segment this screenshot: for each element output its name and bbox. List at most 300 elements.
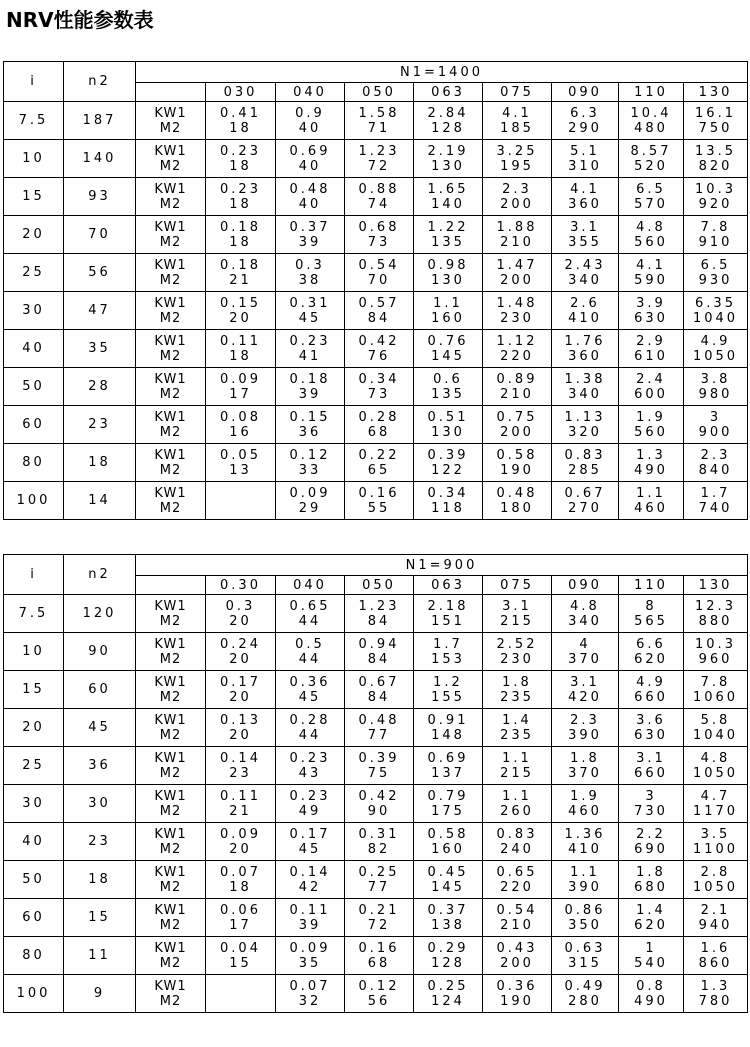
m2-label: M2 (159, 500, 182, 516)
kw1-value: 3.5 (700, 826, 731, 842)
m2-value: 680 (634, 879, 668, 895)
value-cell (483, 368, 552, 406)
m2-value: 480 (634, 120, 668, 136)
m2-value: 145 (431, 879, 465, 895)
value-cell (552, 937, 619, 975)
value-cell (345, 899, 414, 937)
table-row (4, 785, 748, 823)
kw1-label: KW1 (154, 940, 187, 956)
table-row (4, 368, 748, 406)
m2-value: 45 (298, 841, 322, 857)
kw1-value: 0.48 (358, 712, 400, 728)
kw1-label: KW1 (154, 788, 187, 804)
value-cell (552, 899, 619, 937)
kw1-value: 3.6 (636, 712, 666, 728)
kw1-value: 1.3 (700, 978, 731, 994)
m2-value: 68 (367, 424, 391, 440)
value-cell (414, 444, 483, 482)
value-cell (552, 747, 619, 785)
value-cell (206, 216, 276, 254)
row-label-cell (136, 709, 206, 747)
kw1-label: KW1 (154, 864, 187, 880)
kw1-value: 0.05 (220, 447, 261, 463)
size-header-cell: 050 (345, 83, 414, 102)
kw1-value: 0.94 (358, 636, 400, 652)
kw1-value: 3.9 (636, 295, 666, 311)
m2-value: 15 (229, 955, 252, 971)
m2-value: 84 (367, 651, 391, 667)
value-cell (552, 330, 619, 368)
value-cell (276, 861, 345, 899)
kw1-value: 1.1 (433, 295, 463, 311)
m2-value: 340 (568, 613, 602, 629)
m2-value: 540 (634, 955, 668, 971)
m2-value: 39 (298, 386, 322, 402)
value-cell (619, 633, 684, 671)
value-cell (619, 140, 684, 178)
m2-label: M2 (159, 651, 182, 667)
value-cell (483, 102, 552, 140)
output-speed-cell: 28 (64, 368, 136, 406)
value-cell (414, 482, 483, 520)
kw1-value: 1.13 (564, 409, 606, 425)
m2-value: 1050 (692, 348, 739, 364)
kw1-value: 1.4 (636, 902, 666, 918)
kw1-label: KW1 (154, 674, 187, 690)
value-cell (619, 823, 684, 861)
value-cell (345, 406, 414, 444)
output-speed-cell: 23 (64, 823, 136, 861)
kw1-value: 16.1 (695, 105, 736, 121)
kw1-value: 0.15 (289, 409, 331, 425)
m2-value: 153 (431, 651, 465, 667)
size-header-cell: 050 (345, 576, 414, 595)
m2-value: 135 (431, 386, 465, 402)
value-cell (345, 747, 414, 785)
m2-value: 41 (298, 348, 322, 364)
m2-value: 220 (500, 348, 534, 364)
table-row (4, 709, 748, 747)
kw1-value: 1.7 (433, 636, 463, 652)
value-cell (552, 406, 619, 444)
m2-value: 600 (634, 386, 668, 402)
m2-value: 72 (367, 158, 391, 174)
m2-value: 410 (568, 310, 602, 326)
output-speed-cell: 15 (64, 899, 136, 937)
kw1-value: 4.1 (502, 105, 532, 121)
value-cell (483, 330, 552, 368)
kw1-value: 7.8 (700, 219, 731, 235)
kw1-value: 0.18 (289, 371, 331, 387)
value-cell (345, 330, 414, 368)
m2-value: 20 (229, 689, 252, 705)
m2-value: 20 (229, 841, 252, 857)
kw1-value: 2.84 (427, 105, 469, 121)
value-cell (483, 937, 552, 975)
ratio-cell: 30 (4, 292, 64, 330)
kw1-value: 3 (709, 409, 722, 425)
m2-value: 1050 (692, 765, 739, 781)
m2-value: 56 (367, 993, 391, 1009)
value-cell (483, 216, 552, 254)
m2-value: 1170 (692, 803, 739, 819)
m2-value: 137 (431, 765, 465, 781)
value-cell (552, 102, 619, 140)
ratio-cell: 100 (4, 482, 64, 520)
kw1-value: 1.47 (496, 257, 538, 273)
m2-value: 920 (698, 196, 733, 212)
row-label-cell (136, 292, 206, 330)
kw1-label: KW1 (154, 257, 187, 273)
kw1-value: 0.83 (496, 826, 538, 842)
kw1-value: 0.14 (289, 864, 331, 880)
kw1-value: 0.23 (220, 143, 261, 159)
ratio-cell: 10 (4, 633, 64, 671)
value-cell (414, 595, 483, 633)
m2-value: 155 (431, 689, 465, 705)
m2-label: M2 (159, 462, 182, 478)
value-cell (276, 254, 345, 292)
m2-value: 930 (698, 272, 733, 288)
kw1-value: 0.63 (564, 940, 606, 956)
kw1-value: 0.12 (289, 447, 331, 463)
m2-value: 130 (431, 272, 465, 288)
value-cell (619, 102, 684, 140)
m2-value: 210 (500, 234, 534, 250)
m2-value: 910 (698, 234, 733, 250)
kw1-label: KW1 (154, 295, 187, 311)
value-cell (552, 671, 619, 709)
m2-value: 820 (698, 158, 733, 174)
kw1-value: 0.18 (220, 257, 261, 273)
value-cell (684, 861, 748, 899)
value-cell (414, 102, 483, 140)
m2-value: 36 (298, 424, 322, 440)
value-cell (206, 330, 276, 368)
kw1-value: 0.09 (289, 485, 331, 501)
m2-value: 130 (431, 158, 465, 174)
m2-value: 360 (568, 196, 602, 212)
value-cell (206, 254, 276, 292)
value-cell (619, 899, 684, 937)
m2-value: 40 (298, 196, 322, 212)
row-label-cell (136, 747, 206, 785)
kw1-value: 0.25 (358, 864, 400, 880)
kw1-value: 0.49 (564, 978, 606, 994)
m2-value: 73 (367, 234, 391, 250)
kw1-value: 0.14 (220, 750, 261, 766)
m2-value: 77 (367, 727, 391, 743)
m2-value: 460 (568, 803, 602, 819)
kw1-value: 0.17 (289, 826, 331, 842)
size-header-cell: 130 (684, 83, 748, 102)
m2-value: 370 (568, 651, 602, 667)
kw1-value: 0.75 (496, 409, 538, 425)
ratio-cell: 50 (4, 861, 64, 899)
kw1-value: 0.8 (636, 978, 666, 994)
value-cell (483, 633, 552, 671)
kw1-value: 1.3 (636, 447, 666, 463)
ratio-cell: 50 (4, 368, 64, 406)
value-cell (206, 140, 276, 178)
value-cell (206, 747, 276, 785)
kw1-value: 1 (645, 940, 657, 956)
value-cell (552, 368, 619, 406)
ratio-cell: 80 (4, 937, 64, 975)
value-cell (552, 444, 619, 482)
kw1-value: 0.23 (289, 788, 331, 804)
value-cell (619, 975, 684, 1013)
m2-value: 340 (568, 386, 602, 402)
value-cell (414, 368, 483, 406)
size-header-cell: 063 (414, 576, 483, 595)
m2-value: 730 (634, 803, 668, 819)
m2-value: 215 (500, 765, 534, 781)
value-cell (414, 671, 483, 709)
m2-value: 260 (500, 803, 534, 819)
m2-value: 45 (298, 310, 322, 326)
table-row (4, 102, 748, 140)
kw1-value: 0.76 (427, 333, 469, 349)
kw1-value: 0.11 (220, 333, 261, 349)
m2-value: 39 (298, 234, 322, 250)
value-cell (345, 861, 414, 899)
page-title: NRV性能参数表 (6, 8, 154, 32)
m2-value: 84 (367, 689, 391, 705)
output-speed-cell: 18 (64, 444, 136, 482)
size-header-cell: 110 (619, 83, 684, 102)
m2-value: 84 (367, 310, 391, 326)
kw1-label: KW1 (154, 750, 187, 766)
m2-value: 118 (431, 500, 465, 516)
kw1-label: KW1 (154, 181, 187, 197)
value-cell (345, 709, 414, 747)
kw1-value: 0.34 (427, 485, 469, 501)
m2-value: 740 (698, 500, 733, 516)
value-cell (483, 747, 552, 785)
value-cell (552, 709, 619, 747)
kw1-value: 2.4 (636, 371, 666, 387)
ratio-cell: 30 (4, 785, 64, 823)
kw1-value: 0.18 (220, 219, 261, 235)
table-row (4, 406, 748, 444)
kw1-label: KW1 (154, 636, 187, 652)
table-row (4, 861, 748, 899)
m2-value: 860 (698, 955, 733, 971)
kw1-label: KW1 (154, 333, 187, 349)
m2-value: 200 (500, 272, 534, 288)
kw1-value: 0.28 (358, 409, 400, 425)
m2-label: M2 (159, 689, 182, 705)
m2-value: 39 (298, 917, 322, 933)
value-cell (276, 899, 345, 937)
value-cell (483, 709, 552, 747)
m2-value: 90 (367, 803, 391, 819)
m2-value: 355 (568, 234, 602, 250)
kw1-value: 0.51 (427, 409, 469, 425)
m2-value: 18 (229, 196, 252, 212)
value-cell (414, 292, 483, 330)
ratio-cell: 15 (4, 671, 64, 709)
m2-value: 76 (367, 348, 391, 364)
kw1-value: 7.8 (700, 674, 731, 690)
kw1-value: 2.19 (427, 143, 469, 159)
m2-value: 21 (229, 803, 252, 819)
table-row (4, 747, 748, 785)
m2-label: M2 (159, 348, 182, 364)
value-cell (483, 254, 552, 292)
m2-value: 124 (431, 993, 465, 1009)
value-cell (414, 330, 483, 368)
value-cell (684, 823, 748, 861)
header-i: i (4, 555, 64, 595)
table-row (4, 140, 748, 178)
kw1-value: 0.3 (295, 257, 325, 273)
m2-value: 42 (298, 879, 322, 895)
value-cell (276, 975, 345, 1013)
kw1-value: 2.3 (700, 447, 731, 463)
value-cell (552, 292, 619, 330)
m2-value: 33 (298, 462, 322, 478)
m2-value: 690 (634, 841, 668, 857)
row-label-cell (136, 823, 206, 861)
m2-value: 128 (431, 120, 465, 136)
m2-value: 1040 (692, 727, 739, 743)
kw1-value: 0.09 (289, 940, 331, 956)
output-speed-cell: 23 (64, 406, 136, 444)
value-cell (345, 785, 414, 823)
value-cell (552, 178, 619, 216)
kw1-value: 6.35 (695, 295, 736, 311)
m2-value: 390 (568, 879, 602, 895)
value-cell (206, 861, 276, 899)
m2-value: 175 (431, 803, 465, 819)
size-header-cell: 0.30 (206, 576, 276, 595)
value-cell (619, 709, 684, 747)
output-speed-cell: 14 (64, 482, 136, 520)
m2-value: 20 (229, 613, 252, 629)
kw1-value: 0.37 (427, 902, 469, 918)
table-row (4, 330, 748, 368)
m2-value: 68 (367, 955, 391, 971)
ratio-cell: 60 (4, 406, 64, 444)
value-cell (414, 899, 483, 937)
kw1-value: 1.48 (496, 295, 538, 311)
m2-value: 340 (568, 272, 602, 288)
kw1-label: KW1 (154, 409, 187, 425)
value-cell (414, 823, 483, 861)
kw1-value: 0.45 (427, 864, 469, 880)
m2-value: 40 (298, 158, 322, 174)
table-row (4, 595, 748, 633)
kw1-value: 4.8 (700, 750, 731, 766)
kw1-value: 0.07 (220, 864, 261, 880)
kw1-value: 0.11 (289, 902, 331, 918)
value-cell (684, 216, 748, 254)
m2-value: 630 (634, 310, 668, 326)
value-cell (276, 330, 345, 368)
row-label-cell (136, 482, 206, 520)
kw1-value: 0.39 (358, 750, 400, 766)
value-cell (619, 671, 684, 709)
row-label-cell (136, 330, 206, 368)
value-cell (619, 216, 684, 254)
size-header-blank (136, 83, 206, 102)
value-cell (345, 482, 414, 520)
row-label-cell (136, 216, 206, 254)
kw1-value: 0.24 (220, 636, 261, 652)
m2-value: 195 (500, 158, 534, 174)
kw1-value: 0.58 (427, 826, 469, 842)
value-cell (483, 444, 552, 482)
m2-value: 84 (367, 613, 391, 629)
value-cell (552, 254, 619, 292)
kw1-value: 8.57 (630, 143, 672, 159)
m2-value: 390 (568, 727, 602, 743)
value-cell (619, 482, 684, 520)
m2-value: 460 (634, 500, 668, 516)
size-header-cell: 040 (276, 576, 345, 595)
kw1-value: 1.22 (427, 219, 469, 235)
m2-value: 44 (298, 651, 322, 667)
m2-value: 750 (698, 120, 733, 136)
output-speed-cell: 47 (64, 292, 136, 330)
kw1-value: 0.39 (427, 447, 469, 463)
table-row (4, 975, 748, 1013)
value-cell (684, 747, 748, 785)
value-cell (552, 482, 619, 520)
kw1-value: 4.1 (636, 257, 666, 273)
value-cell (684, 406, 748, 444)
ratio-cell: 25 (4, 747, 64, 785)
m2-value: 200 (500, 955, 534, 971)
value-cell (345, 102, 414, 140)
kw1-value: 1.2 (433, 674, 463, 690)
kw1-value: 0.08 (220, 409, 261, 425)
m2-value: 780 (698, 993, 733, 1009)
kw1-label: KW1 (154, 371, 187, 387)
m2-value: 43 (298, 765, 322, 781)
row-label-cell (136, 254, 206, 292)
m2-value: 49 (298, 803, 322, 819)
kw1-value: 0.34 (358, 371, 400, 387)
row-label-cell (136, 633, 206, 671)
value-cell (414, 254, 483, 292)
output-speed-cell: 11 (64, 937, 136, 975)
value-cell (619, 444, 684, 482)
kw1-value: 0.67 (564, 485, 606, 501)
kw1-value: 10.3 (695, 181, 736, 197)
value-cell (684, 633, 748, 671)
kw1-value: 3.25 (496, 143, 538, 159)
kw1-value: 5.1 (570, 143, 600, 159)
kw1-value: 0.91 (427, 712, 469, 728)
kw1-value: 2.43 (564, 257, 606, 273)
kw1-value: 1.9 (570, 788, 600, 804)
value-cell (206, 975, 276, 1013)
value-cell (414, 747, 483, 785)
m2-value: 210 (500, 386, 534, 402)
value-cell (483, 861, 552, 899)
kw1-value: 0.06 (220, 902, 261, 918)
row-label-cell (136, 785, 206, 823)
m2-value: 65 (367, 462, 391, 478)
value-cell (619, 785, 684, 823)
kw1-label: KW1 (154, 826, 187, 842)
value-cell (552, 140, 619, 178)
kw1-value: 2.9 (636, 333, 666, 349)
value-cell (619, 178, 684, 216)
